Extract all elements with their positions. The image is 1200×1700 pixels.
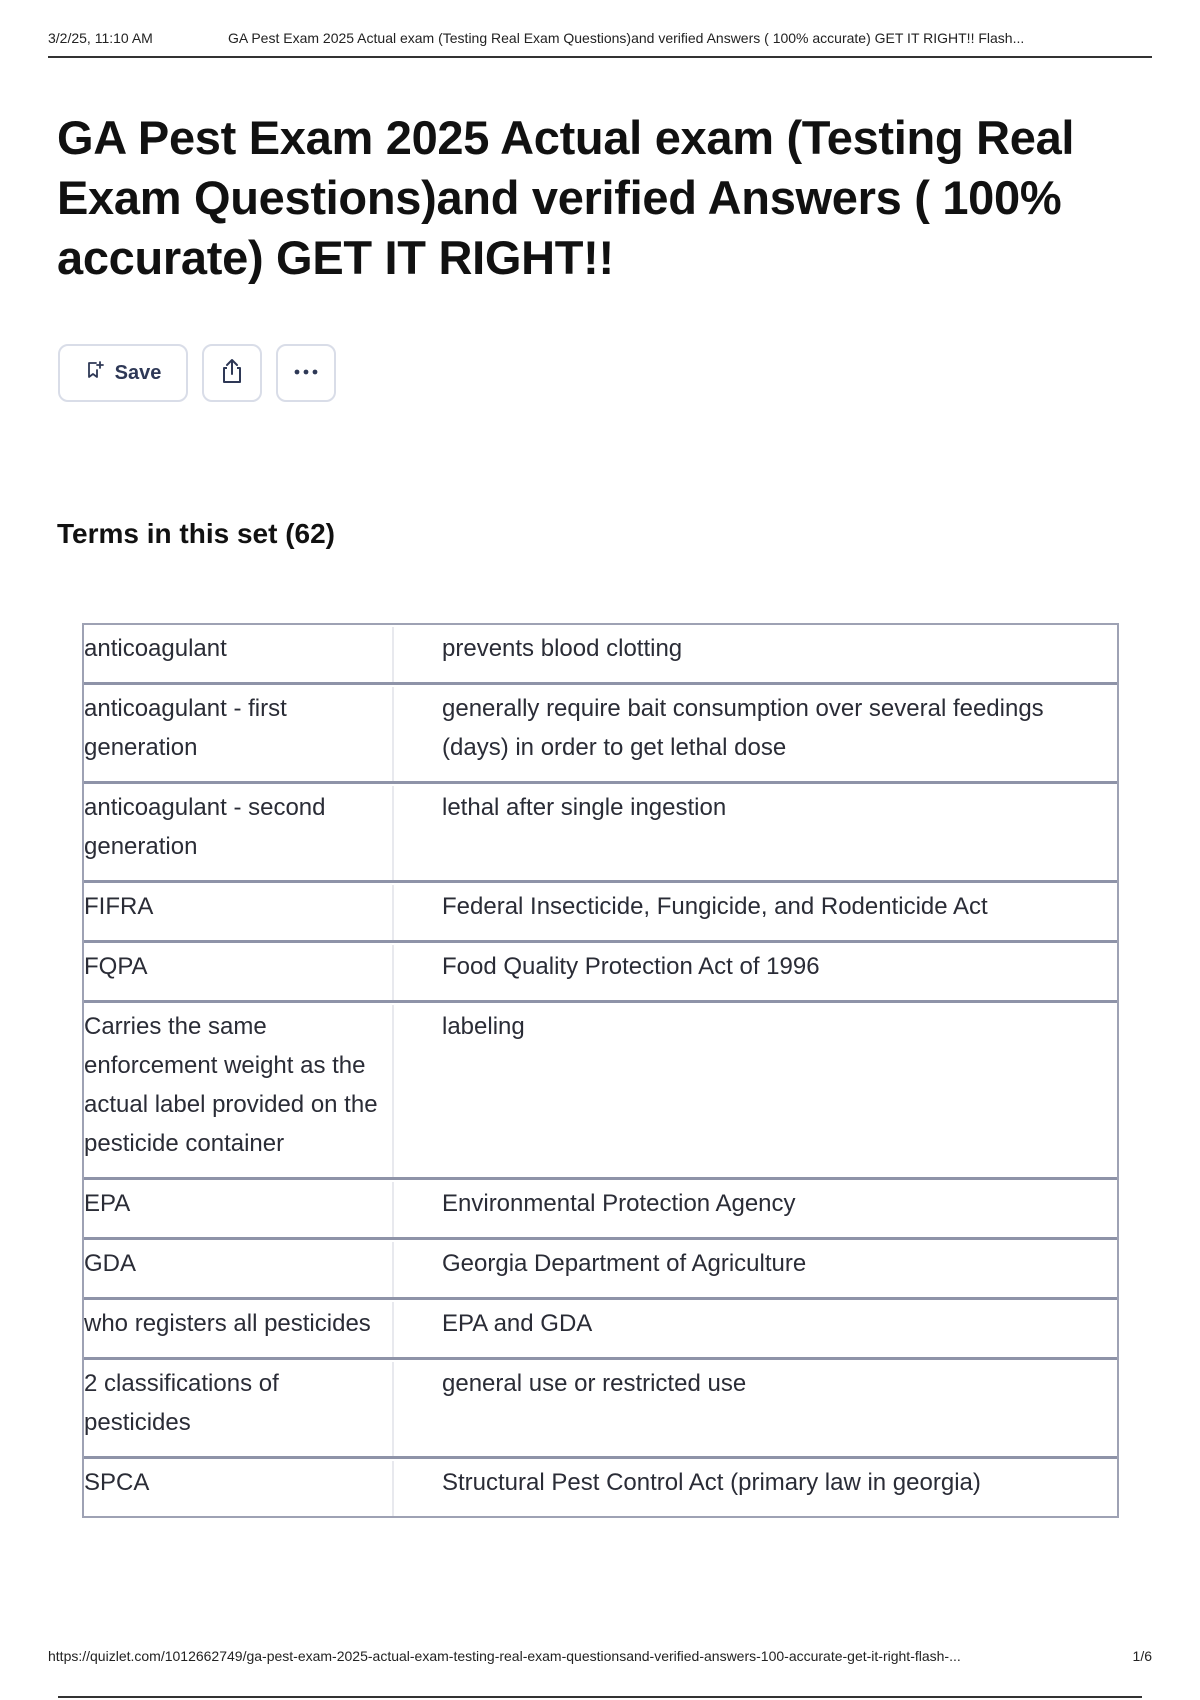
more-options-icon xyxy=(291,364,321,382)
table-row xyxy=(84,1357,1117,1456)
definition-cell: Environmental Protection Agency xyxy=(442,1190,796,1217)
terms-table xyxy=(82,623,1119,1518)
table-row xyxy=(84,625,1117,682)
definition-cell: prevents blood clotting xyxy=(442,635,683,662)
table-row xyxy=(84,940,1117,1000)
definition-cell: labeling xyxy=(442,1013,525,1040)
definition-cell: Federal Insecticide, Fungicide, and Rodenticide Act xyxy=(442,893,988,920)
table-row xyxy=(84,1237,1117,1297)
save-button[interactable] xyxy=(58,344,188,402)
term-cell: EPA xyxy=(84,1182,394,1237)
term-cell: 2 classifications of pesticides xyxy=(84,1362,394,1456)
term-cell: anticoagulant xyxy=(84,627,394,682)
table-row xyxy=(84,1456,1117,1516)
definition-cell: EPA and GDA xyxy=(442,1310,593,1337)
print-date: 3/2/25, 11:10 AM xyxy=(48,30,153,46)
share-icon xyxy=(217,356,247,391)
share-button[interactable] xyxy=(202,344,262,402)
table-row xyxy=(84,1177,1117,1237)
print-url: https://quizlet.com/1012662749/ga-pest-exam-2025-actual-exam-testing-real-exam-questionsand-verified-answers-100-accurate-get-it-right-flash-... xyxy=(48,1648,961,1664)
definition-cell: generally require bait consumption over several feedings (days) in order to get lethal dose xyxy=(442,695,1044,761)
footer-divider xyxy=(58,1696,1142,1698)
bookmark-add-icon xyxy=(85,360,105,386)
terms-heading: Terms in this set (62) xyxy=(57,518,336,549)
definition-cell: general use or restricted use xyxy=(442,1370,747,1397)
print-doc-title: GA Pest Exam 2025 Actual exam (Testing Real Exam Questions)and verified Answers ( 100% accurate) GET IT RIGHT!! Flash... xyxy=(228,30,1025,46)
table-row xyxy=(84,1297,1117,1357)
table-row xyxy=(84,781,1117,880)
term-cell: who registers all pesticides xyxy=(84,1302,394,1357)
term-cell: Carries the same enforcement weight as the actual label provided on the pesticide container xyxy=(84,1005,394,1177)
term-cell: anticoagulant - second generation xyxy=(84,786,394,880)
term-cell: GDA xyxy=(84,1242,394,1297)
definition-cell: Structural Pest Control Act (primary law in georgia) xyxy=(442,1469,981,1496)
term-cell: SPCA xyxy=(84,1461,394,1516)
page-number: 1/6 xyxy=(1132,1648,1152,1664)
print-header xyxy=(48,30,1152,58)
print-footer xyxy=(48,1648,1152,1664)
table-row xyxy=(84,682,1117,781)
definition-cell: lethal after single ingestion xyxy=(442,794,727,821)
term-cell: anticoagulant - first generation xyxy=(84,687,394,781)
term-cell: FQPA xyxy=(84,945,394,1000)
term-cell: FIFRA xyxy=(84,885,394,940)
table-row xyxy=(84,880,1117,940)
save-button-label: Save xyxy=(114,361,162,384)
more-options-button[interactable] xyxy=(276,344,336,402)
definition-cell: Food Quality Protection Act of 1996 xyxy=(442,953,820,980)
page-title: GA Pest Exam 2025 Actual exam (Testing Real Exam Questions)and verified Answers ( 100% accurate) GET IT RIGHT!! xyxy=(57,111,1075,284)
table-row xyxy=(84,1000,1117,1177)
action-bar xyxy=(58,344,336,402)
definition-cell: Georgia Department of Agriculture xyxy=(442,1250,807,1277)
